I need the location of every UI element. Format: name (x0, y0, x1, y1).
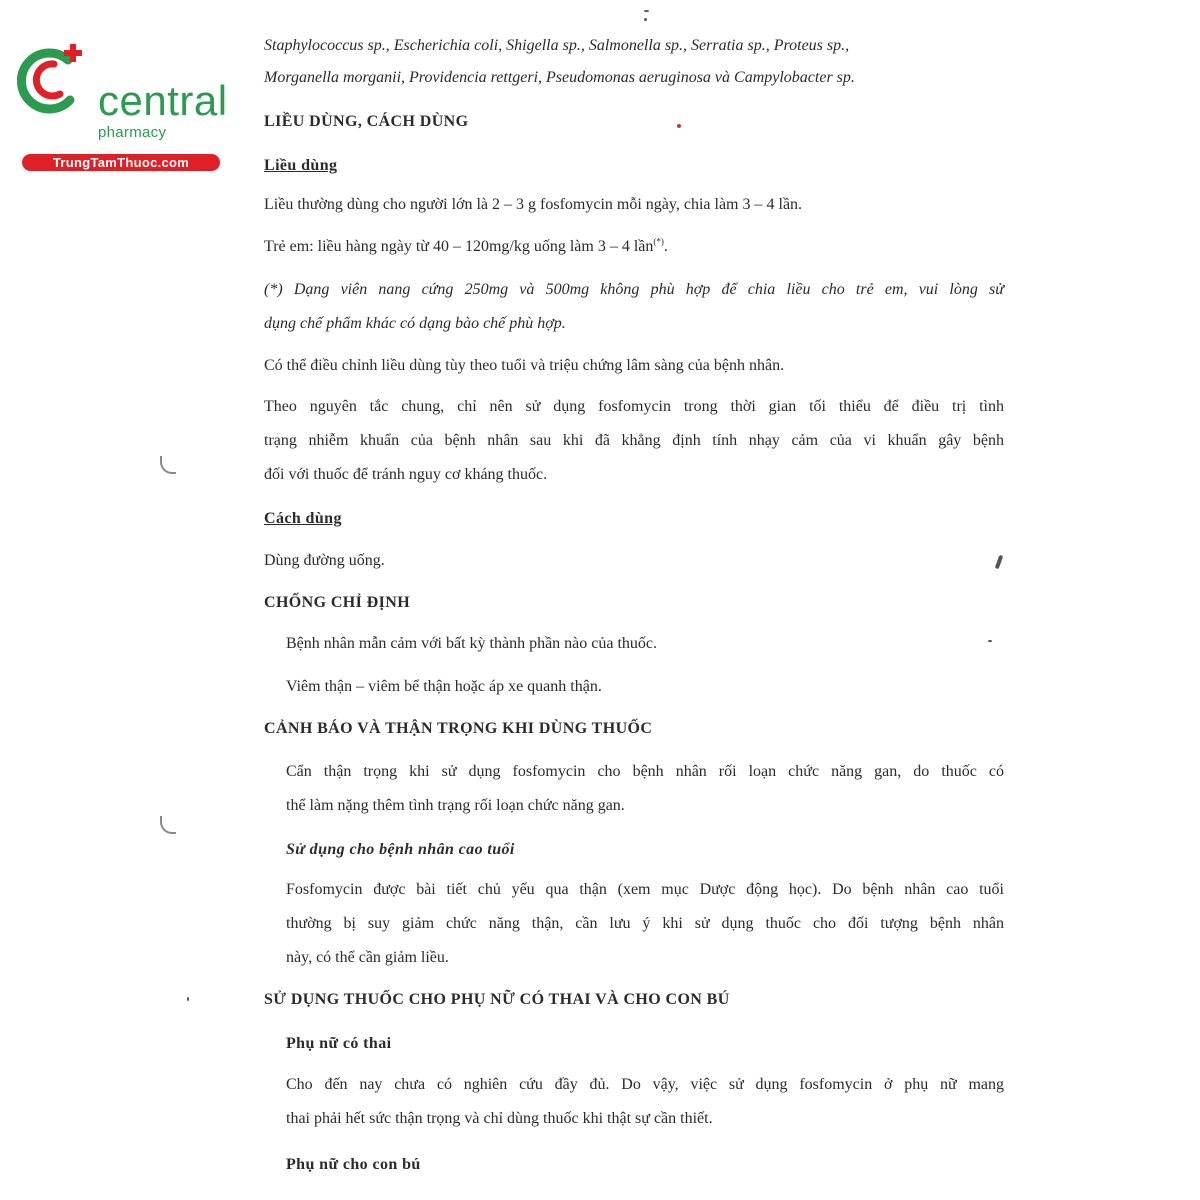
heading-pregnancy: SỬ DỤNG THUỐC CHO PHỤ NỮ CÓ THAI VÀ CHO CON BÚ (264, 991, 730, 1008)
heading-warnings: CẢNH BÁO VÀ THẬN TRỌNG KHI DÙNG THUỐC (264, 720, 653, 737)
dose-child-footnote-mark: (*) (653, 236, 664, 247)
logo-sub-text: pharmacy (98, 124, 167, 141)
scan-speck (644, 10, 649, 12)
elderly-line-2: thường bị suy giảm chức năng thận, cần lưu ý khi sử dụng thuốc cho đối tượng bệnh nhân (286, 915, 1004, 932)
subheading-pregnant: Phụ nữ có thai (286, 1035, 392, 1052)
contra-item-2: Viêm thận – viêm bể thận hoặc áp xe quanh thận. (286, 678, 602, 695)
scan-mark (160, 456, 176, 474)
subheading-breastfeeding: Phụ nữ cho con bú (286, 1156, 421, 1173)
subheading-dose: Liều dùng (264, 157, 338, 174)
note-line-2: dụng chế phẩm khác có dạng bào chế phù hợp. (264, 315, 566, 332)
intro-line-1: Staphylococcus sp., Escherichia coli, Shigella sp., Salmonella sp., Serratia sp., Proteus sp., (264, 37, 850, 54)
principle-line-1: Theo nguyên tắc chung, chỉ nên sử dụng fosfomycin trong thời gian tối thiểu để điều trị tình (264, 398, 1004, 415)
elderly-line-3: này, có thể cần giảm liều. (286, 949, 449, 966)
principle-line-2: trạng nhiễm khuẩn của bệnh nhân sau khi đã khẳng định tính nhạy cảm của vi khuẩn gây bệnh (264, 432, 1004, 449)
note-line-1: (*) Dạng viên nang cứng 250mg và 500mg không phù hợp để chia liều cho trẻ em, vui lòng sử (264, 281, 1004, 298)
scan-speck (644, 18, 647, 21)
scan-speck (995, 555, 1004, 570)
scan-speck (677, 124, 681, 128)
dose-adjust-text: Có thể điều chỉnh liều dùng tùy theo tuổi và triệu chứng lâm sàng của bệnh nhân. (264, 357, 785, 374)
pregnant-line-2: thai phải hết sức thận trọng và chỉ dùng thuốc khi thật sự cần thiết. (286, 1110, 713, 1127)
usage-text: Dùng đường uống. (264, 552, 385, 569)
scan-mark (160, 816, 176, 834)
warn-line-2: thể làm nặng thêm tình trạng rối loạn chức năng gan. (286, 797, 625, 814)
pharmacy-logo[interactable] (10, 36, 228, 170)
dose-adult-text: Liều thường dùng cho người lớn là 2 – 3 g fosfomycin mỗi ngày, chia làm 3 – 4 lần. (264, 196, 803, 213)
contra-item-1: Bệnh nhân mẫn cảm với bất kỳ thành phần nào của thuốc. (286, 635, 658, 652)
dose-child-text: Trẻ em: liều hàng ngày từ 40 – 120mg/kg uống làm 3 – 4 lần(*). (264, 236, 668, 255)
logo-site-badge[interactable]: TrungTamThuoc.com (22, 154, 220, 171)
intro-line-2: Morganella morganii, Providencia rettgeri, Pseudomonas aeruginosa và Campylobacter sp. (264, 69, 855, 86)
dose-child-main: Trẻ em: liều hàng ngày từ 40 – 120mg/kg uống làm 3 – 4 lần (264, 238, 654, 255)
subheading-elderly: Sử dụng cho bệnh nhân cao tuổi (286, 841, 515, 858)
scan-speck (187, 997, 189, 1001)
elderly-line-1: Fosfomycin được bài tiết chủ yếu qua thận (xem mục Dược động học). Do bệnh nhân cao tuổi (286, 881, 1004, 898)
heading-contraindications: CHỐNG CHỈ ĐỊNH (264, 594, 411, 611)
pregnant-line-1: Cho đến nay chưa có nghiên cứu đầy đủ. Do vậy, việc sử dụng fosfomycin ở phụ nữ mang (286, 1076, 1004, 1093)
logo-brand-text: central (98, 77, 228, 124)
scan-speck (988, 640, 992, 642)
principle-line-3: đối với thuốc để tránh nguy cơ kháng thuốc. (264, 466, 548, 483)
subheading-usage: Cách dùng (264, 510, 342, 527)
pharmacy-logo-icon (10, 38, 94, 122)
warn-line-1: Cẩn thận trọng khi sử dụng fosfomycin cho bệnh nhân rối loạn chức năng gan, do thuốc có (286, 763, 1004, 780)
heading-dose-usage: LIỀU DÙNG, CÁCH DÙNG (264, 113, 469, 130)
